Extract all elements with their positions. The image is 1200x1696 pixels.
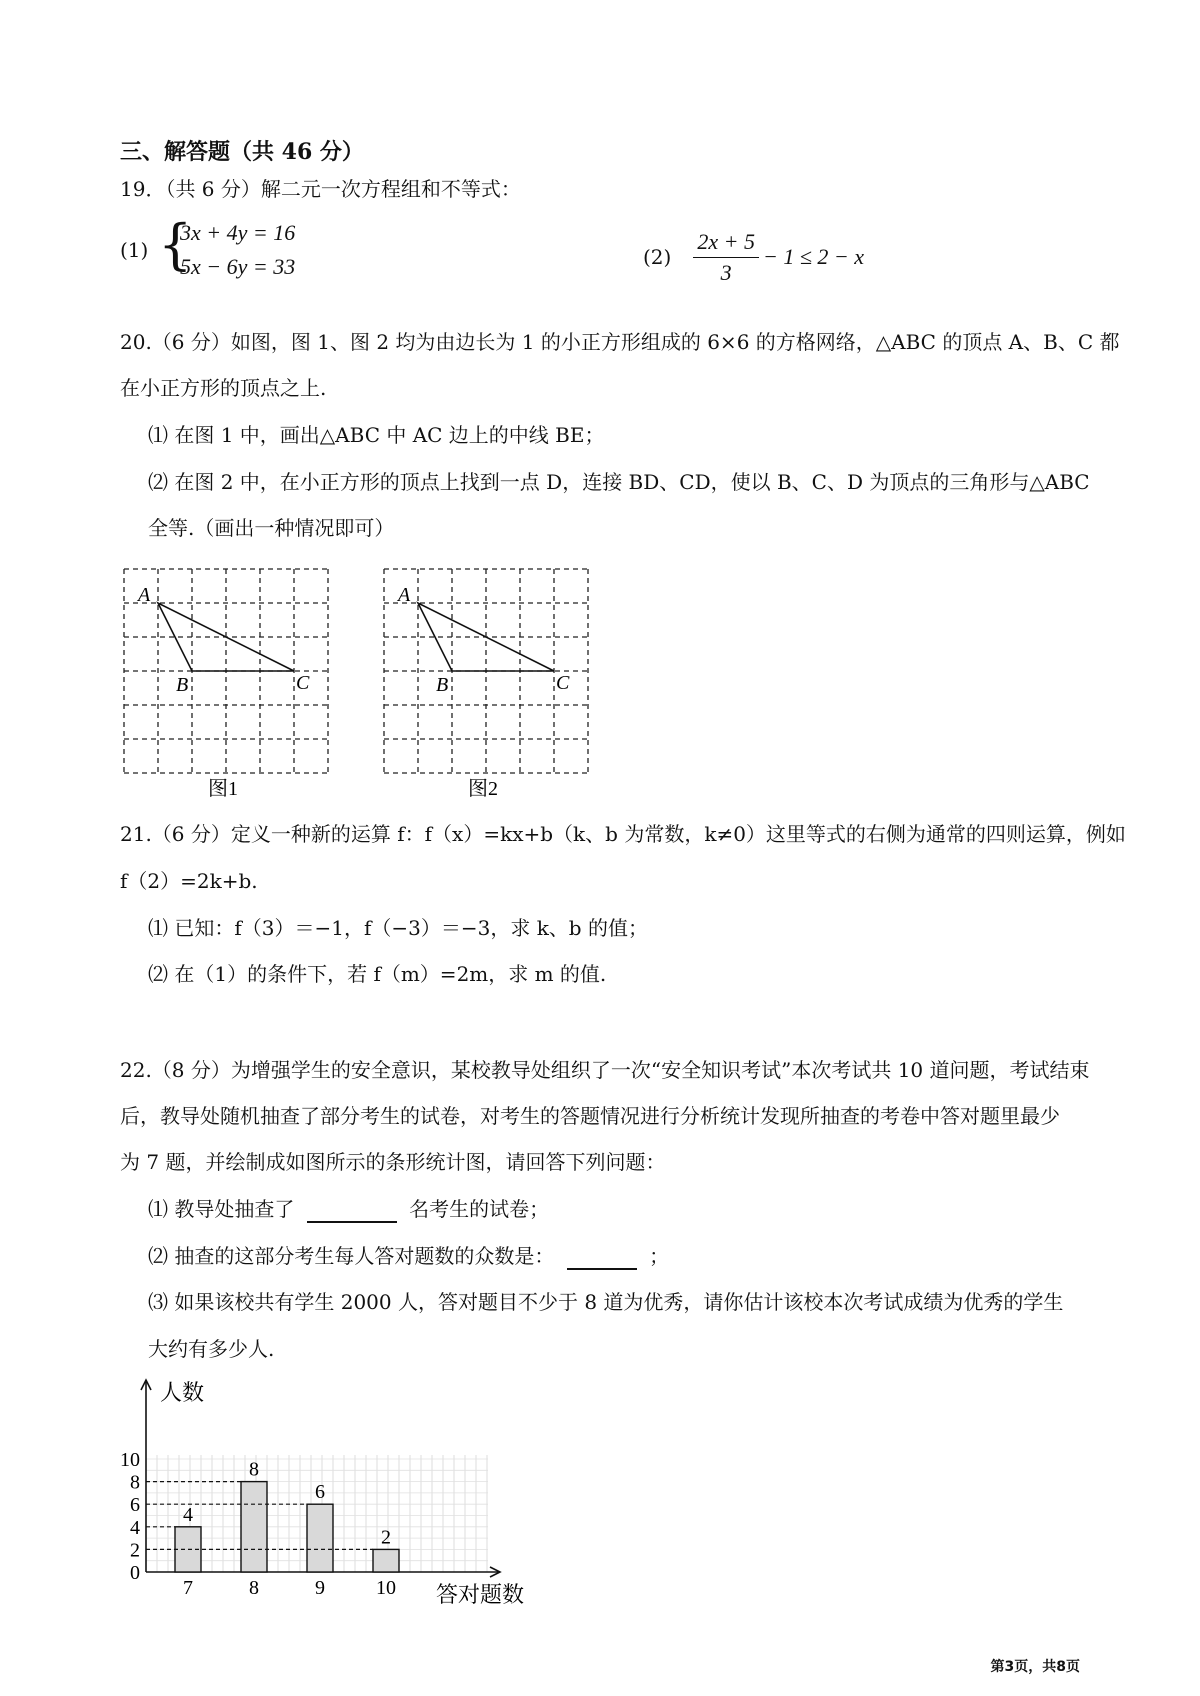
bar	[373, 1549, 399, 1572]
bar	[241, 1482, 267, 1572]
y-tick-label: 2	[130, 1539, 140, 1562]
grid-figures	[0, 0, 1200, 820]
x-tick-label: 7	[183, 1577, 193, 1599]
x-tick-label: 10	[376, 1577, 396, 1599]
label-c: C	[556, 672, 570, 694]
bar	[307, 1504, 333, 1572]
q19-part2-label: (2)	[643, 245, 672, 269]
q22-sub2-text: ⑵ 抽查的这部分考生每人答对题数的众数是：	[148, 1244, 555, 1268]
q20-line1: 20.（6 分）如图，图 1、图 2 均为由边长为 1 的小正方形组成的 6×6 的方格网络，△ABC 的顶点 A、B、C 都	[120, 330, 1120, 354]
answer-blank-1[interactable]	[307, 1197, 397, 1223]
answer-blank-2[interactable]	[567, 1244, 637, 1270]
q21-line1: 21.（6 分）定义一种新的运算 f：f（x）=kx+b（k、b 为常数，k≠0）这里等式的右侧为通常的四则运算，例如	[120, 822, 1126, 846]
figure-1-caption: 图1	[208, 778, 238, 800]
q22-sub1	[148, 1197, 549, 1223]
figure-1	[124, 569, 328, 800]
q20-line2: 在小正方形的顶点之上.	[120, 376, 327, 400]
q21-sub2: ⑵ 在（1）的条件下，若 f（m）=2m，求 m 的值.	[148, 962, 607, 986]
label-b: B	[176, 674, 189, 696]
bar-value-label: 6	[315, 1481, 325, 1504]
q20-sub1: ⑴ 在图 1 中，画出△ABC 中 AC 边上的中线 BE；	[148, 423, 605, 447]
label-a: A	[398, 584, 411, 606]
q20-sub2-line2: 全等.（画出一种情况即可）	[148, 516, 395, 540]
q19-part1-label: (1)	[120, 238, 149, 262]
q22-line1: 22.（8 分）为增强学生的安全意识，某校教导处组织了一次“安全知识考试”本次考试共 10 道问题，考试结束	[120, 1058, 1090, 1082]
q21-line2: f（2）=2k+b.	[120, 869, 258, 893]
figure-2-caption: 图2	[468, 778, 498, 800]
x-tick-label: 8	[249, 1577, 259, 1599]
figure-2	[384, 569, 588, 800]
q22-sub3-line1: ⑶ 如果该校共有学生 2000 人，答对题目不少于 8 道为优秀，请你估计该校本次考试成绩为优秀的学生	[148, 1290, 1064, 1314]
y-axis-title: 人数	[160, 1380, 205, 1405]
x-tick-label: 9	[315, 1577, 325, 1599]
y-tick-label: 0	[130, 1562, 140, 1584]
y-tick-label: 10	[120, 1449, 140, 1471]
fraction-numerator: 2x + 5	[693, 229, 759, 258]
label-a: A	[138, 584, 151, 606]
q19-stem: 19．（共 6 分）解二元一次方程组和不等式：	[120, 177, 521, 201]
q22-line3: 为 7 题，并绘制成如图所示的条形统计图，请回答下列问题：	[120, 1150, 666, 1174]
bar-value-label: 2	[381, 1526, 391, 1549]
y-tick-label: 8	[130, 1471, 140, 1494]
q22-sub2	[148, 1244, 669, 1270]
bar-value-label: 4	[183, 1503, 193, 1526]
page-number: 第3页，共8页	[990, 1659, 1080, 1675]
q22-sub3-line2: 大约有多少人.	[148, 1337, 275, 1361]
label-c: C	[296, 672, 310, 694]
system-brace: {	[158, 213, 193, 276]
q22-line2: 后，教导处随机抽查了部分考生的试卷，对考生的答题情况进行分析统计发现所抽查的考卷中答对题里最少	[120, 1104, 1060, 1128]
label-b: B	[436, 674, 449, 696]
y-tick-label: 4	[130, 1516, 140, 1539]
q22-sub2-end: ；	[649, 1244, 670, 1268]
bar-value-label: 8	[249, 1458, 259, 1481]
q22-sub1-text-a: ⑴ 教导处抽查了	[148, 1197, 295, 1221]
q21-sub1: ⑴ 已知：f（3）＝−1，f（−3）＝−3，求 k、b 的值；	[148, 916, 648, 940]
q20-sub2-line1: ⑵ 在图 2 中，在小正方形的顶点上找到一点 D，连接 BD、CD，使以 B、C、D 为顶点的三角形与△ABC	[148, 470, 1090, 494]
bar-chart	[0, 1370, 560, 1610]
equation-1: 3x + 4y = 16	[180, 220, 296, 245]
x-axis-title: 答对题数	[436, 1582, 525, 1607]
fraction-denominator: 3	[720, 259, 732, 285]
y-tick-label: 6	[130, 1494, 140, 1517]
section-title: 三、解答题（共 46 分）	[120, 139, 364, 165]
equation-2: 5x − 6y = 33	[180, 254, 296, 279]
q22-sub1-text-b: 名考生的试卷；	[409, 1197, 550, 1221]
inequality-rhs: − 1 ≤ 2 − x	[762, 244, 864, 269]
